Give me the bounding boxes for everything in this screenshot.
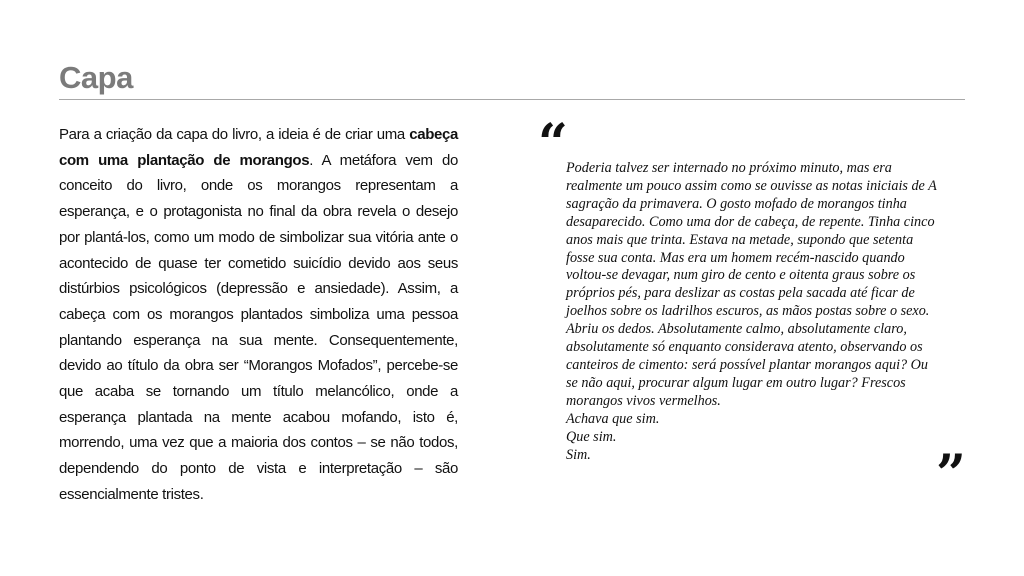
book-quote xyxy=(566,160,941,464)
description-highlight: cabeça com uma plantação de morangos xyxy=(59,126,458,169)
quote-paragraph: Abriu os dedos. Absolutamente calmo, absolutamente claro, absolutamente só enquanto considerava atento, observando os canteiros de cimento: será possível plantar morangos aqui? Ou se não aqui, procurar algum lugar em outro lugar? Frescos morangos vivos vermelhos. xyxy=(566,321,929,409)
quote-paragraph: Que sim. xyxy=(566,428,617,445)
open-quote-icon: “ xyxy=(538,113,568,174)
title-divider xyxy=(59,99,965,100)
quote-paragraph: Poderia talvez ser internado no próximo minuto, mas era realmente um pouco assim como se ouvisse as notas iniciais de A sagração da primavera. O gosto mofado de morangos tinha desaparecido. Como uma dor de cabeça, de repente. Tinha cinco anos mais que trinta. Estava na metade, supondo que setenta fosse sua conta. Mas era um homem recém-nascido quando voltou-se devagar, num giro de cento e oitenta graus sobre os próprios pés, para deslizar as costas pela sacada até ficar de joelhos sobre os ladrilhos escuros, as mãos postas sobre o sexo. xyxy=(566,160,937,320)
cover-description xyxy=(59,122,458,508)
quote-paragraph: Sim. xyxy=(566,446,591,463)
slide-title: Capa xyxy=(59,60,133,95)
close-quote-icon: ” xyxy=(936,444,966,505)
description-rest: . A metáfora vem do conceito do livro, onde os morangos representam a esperança, e o protagonista no final da obra revela o desejo por plantá-los, como um modo de simbolizar sua vitória ante o acontecido de quase ter cometido suicídio devido aos seus distúrbios psicológicos (depressão e ansiedade). Assim, a cabeça com os morangos plantados simboliza uma pessoa plantando esperança na sua mente. Consequentemente, devido ao título da obra ser “Morangos Mofados”, percebe-se que acaba se tornando um título melancólico, onde a esperança plantada na mente acabou mofando, isto é, morrendo, uma vez que a maioria dos contos – se não todos, dependendo do ponto de vista e interpretação – são essencialmente tristes. xyxy=(59,151,458,503)
description-intro: Para a criação da capa do livro, a ideia é de criar uma xyxy=(59,126,410,143)
quote-paragraph: Achava que sim. xyxy=(566,410,660,427)
